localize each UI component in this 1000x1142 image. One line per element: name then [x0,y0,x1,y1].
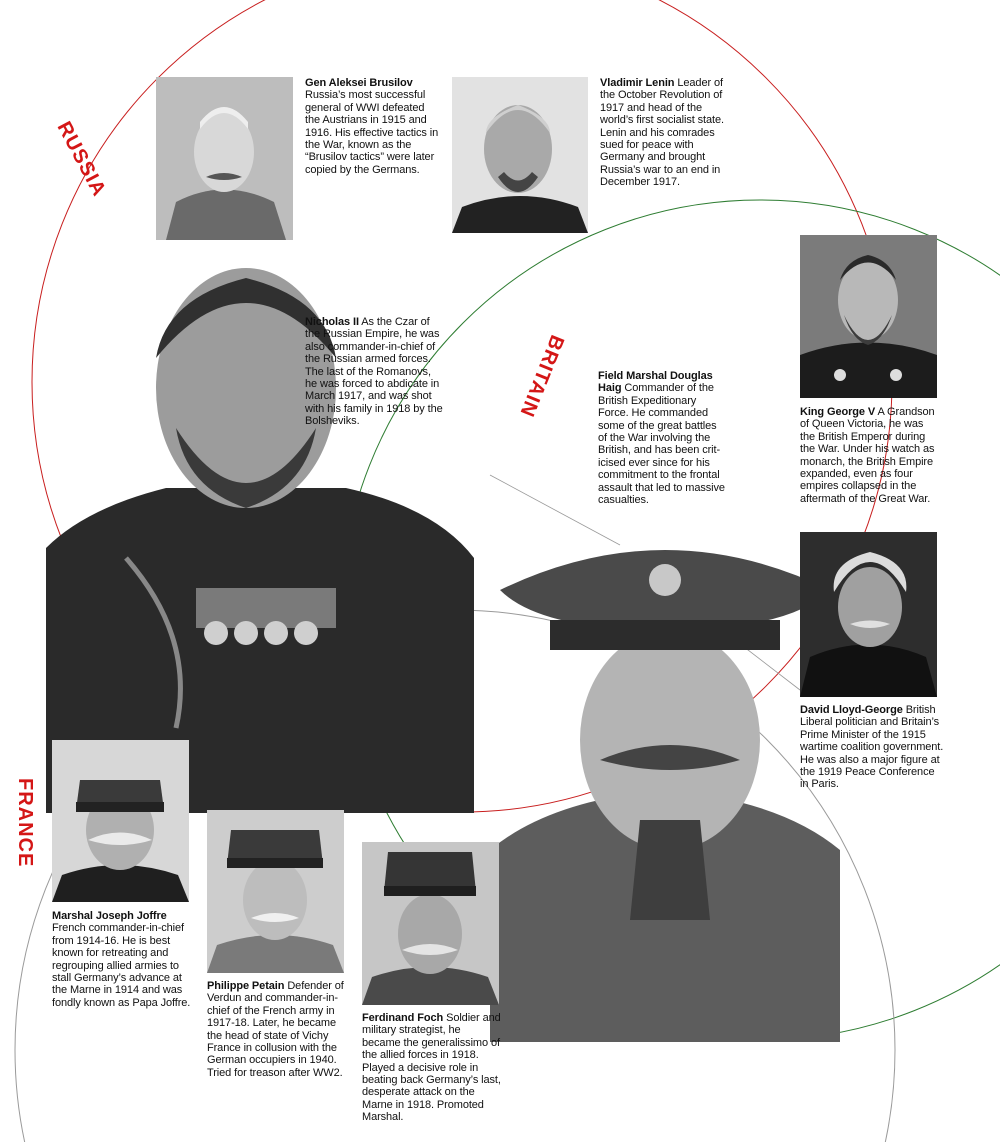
foch-desc: Soldier and military strategist, he became the generalissimo of the allied forces in 1918. Played a decisive role in beating back Germany’s last, desperate attack on the Marne in 1918. Promoted Marshal. [362,1012,501,1124]
petain-desc: Defender of Verdun and commander-in-chief of the French army in 1917-18. Later, he became the head of state of Vichy France in collusion with the German occupiers in 1940. Tried for treason after WW2. [207,980,344,1079]
lenin-caption [600,77,738,189]
petain-caption [207,980,347,1079]
foch-portrait [362,842,499,1005]
petain-portrait [207,810,344,973]
lloydgeorge-name: David Lloyd-George [800,704,903,716]
brusilov-portrait [156,77,293,240]
lenin-name: Vladimir Lenin [600,77,675,89]
haig-name: Field Marshal Douglas Haig [598,370,713,395]
nicholas-desc: As the Czar of the Russian Empire, he was also commander-in-chief of the Russian armed forces. The last of the Romanovs, he was forced to abdicate in March 1917, and was shot with his family in 1918 by the Bolsheviks. [305,316,443,428]
george-caption [800,406,940,505]
brusilov-desc: Russia’s most successful general of WWI defeated the Austrians in 1915 and 1916. His effective tactics in the War, known as the “Brusilov tactics” were later copied by the Germans. [305,89,439,176]
george-portrait [800,235,937,398]
lloydgeorge-desc: British Liberal politician and Britain’s Prime Minister of the 1915 wartime coalition government. He was also a major figure at the 1919 Peace Conference in Paris. [800,704,944,791]
haig-caption [598,370,728,506]
joffre-caption [52,910,192,1009]
nicholas-caption [305,316,445,428]
section-label-britain: BRITAIN [515,331,568,421]
section-label-france: FRANCE [14,778,36,868]
section-label-russia: RUSSIA [52,118,111,201]
nicholas-name: Nicholas II [305,316,359,328]
joffre-desc: French commander-in-chief from 1914-16. He is best known for retreating and regrouping allied armies to stall Germany’s advance at the Marne in 1914 and was fondly known as Papa Joffre. [52,922,191,1009]
brusilov-name: Gen Aleksei Brusilov [305,77,413,89]
lenin-desc: Leader of the October Revolution of 1917 and head of the world’s first socialist state. Lenin and his comrades sued for peace with Germany and brought Russia’s war to an end in December 1917. [600,77,724,189]
foch-name: Ferdinand Foch [362,1012,444,1024]
george-desc: A Grandson of Queen Victoria, he was the British Emperor during the War. Under his watch as monarch, the British Empire expanded, even as four empires collapsed in the aftermath of the Great War. [800,406,935,505]
george-name: King George V [800,406,876,418]
joffre-portrait [52,740,189,902]
foch-caption [362,1012,502,1124]
petain-name: Philippe Petain [207,980,285,992]
haig-portrait [490,520,840,1042]
lloydgeorge-portrait [800,532,937,697]
haig-desc: Commander of the British Expeditionary Force. He commanded some of the great battles of the War involving the British, and has been crit-icised ever since for his commitment to the frontal assault that led to massive casualties. [598,382,725,507]
lenin-portrait [452,77,588,233]
brusilov-caption [305,77,440,176]
lloydgeorge-caption [800,704,945,791]
joffre-name: Marshal Joseph Joffre [52,910,167,922]
